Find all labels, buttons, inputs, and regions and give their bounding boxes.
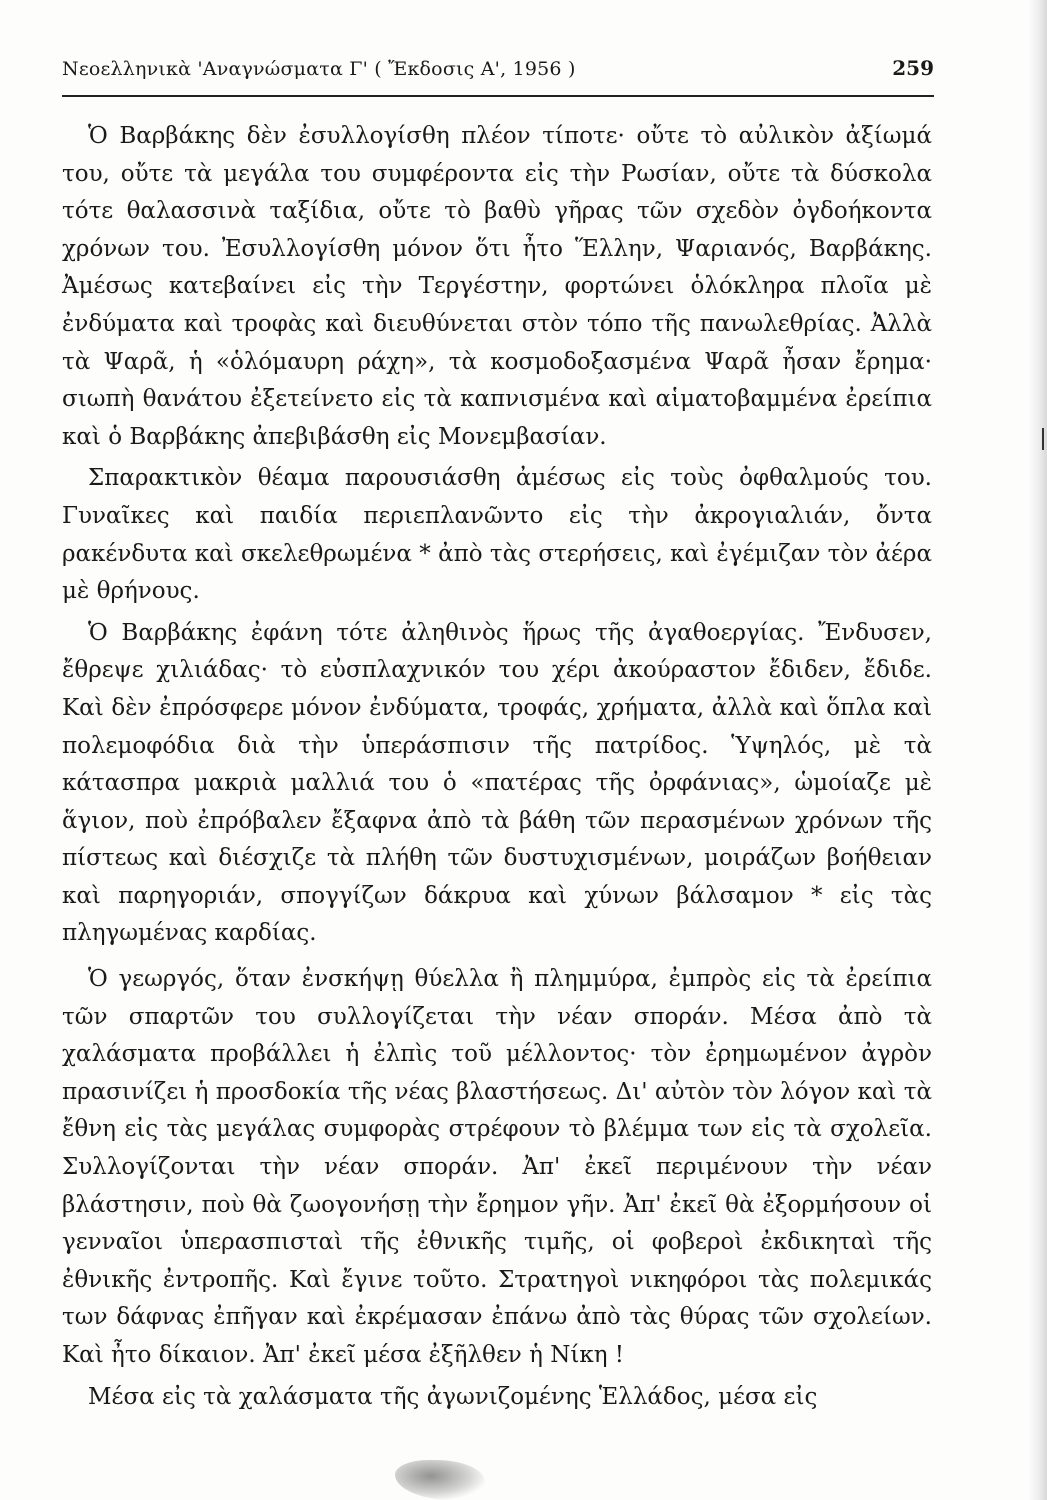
- page-scan-edge: [1027, 0, 1047, 1500]
- ink-smudge: [395, 1460, 485, 1500]
- page-number: 259: [892, 56, 934, 80]
- paragraph-4: Ὁ γεωργός, ὅταν ἐνσκήψῃ θύελλα ἢ πλημμύρα, ἐμπρὸς εἰς τὰ ἐρείπια τῶν σπαρτῶν του συλλογίζεται τὴν νέαν σποράν. Μέσα ἀπὸ τὰ χαλάσματα προβάλλει ἡ ἐλπὶς τοῦ μέλλοντος· τὸν ἐρημωμένον ἀγρὸν πρασινίζει ἡ προσδοκία τῆς νέας βλαστήσεως. Δι' αὐτὸν τὸν λόγον καὶ τὰ ἔθνη εἰς τὰς μεγάλας συμφορὰς στρέφουν τὸ βλέμμα των εἰς τὰ σχολεῖα. Συλλογίζονται τὴν νέαν σποράν. Ἀπ' ἐκεῖ περιμένουν τὴν νέαν βλάστησιν, ποὺ θὰ ζωογονήσῃ τὴν ἔρημον γῆν. Ἀπ' ἐκεῖ θὰ ἐξορμήσουν οἱ γενναῖοι ὑπερασπισταὶ τῆς ἐθνικῆς τιμῆς, οἱ φοβεροὶ ἐκδικηταὶ τῆς ἐθνικῆς ἐντροπῆς. Καὶ ἔγινε τοῦτο. Στρατηγοὶ νικηφόροι τὰς πολεμικάς των δάφνας ἐπῆγαν καὶ ἐκρέμασαν ἐπάνω ἀπὸ τὰς θύρας τῶν σχολείων. Καὶ ἦτο δίκαιον. Ἀπ' ἐκεῖ μέσα ἐξῆλθεν ἡ Νίκη !: [62, 966, 932, 1368]
- paragraph-1: Ὁ Βαρβάκης δὲν ἐσυλλογίσθη πλέον τίποτε· οὔτε τὸ αὐλικὸν ἀξίωμά του, οὔτε τὰ μεγάλα του συμφέροντα εἰς τὴν Ρωσίαν, οὔτε τὰ δύσκολα τότε θαλασσινὰ ταξίδια, οὔτε τὸ βαθὺ γῆρας τῶν σχεδὸν ὀγδοήκοντα χρόνων του. Ἐσυλλογίσθη μόνον ὅτι ἦτο Ἕλλην, Ψαριανός, Βαρβάκης. Ἀμέσως κατεβαίνει εἰς τὴν Τεργέστην, φορτώνει ὁλόκληρα πλοῖα μὲ ἐνδύματα καὶ τροφὰς καὶ διευθύνεται στὸν τόπο τῆς πανωλεθρίας. Ἀλλὰ τὰ Ψαρᾶ, ἡ «ὁλόμαυρη ράχη», τὰ κοσμοδοξασμένα Ψαρᾶ ἦσαν ἔρημα· σιωπὴ θανάτου ἐξετείνετο εἰς τὰ καπνισμένα καὶ αἱματοβαμμένα ἐρείπια καὶ ὁ Βαρβάκης ἀπεβιβάσθη εἰς Μονεμβασίαν.: [62, 123, 932, 450]
- header-divider: [62, 95, 934, 97]
- paragraph-2: Σπαρακτικὸν θέαμα παρουσιάσθη ἀμέσως εἰς τοὺς ὀφθαλμούς του. Γυναῖκες καὶ παιδία περιεπλανῶντο εἰς τὴν ἀκρογιαλιάν, ὄντα ρακένδυτα καὶ σκελεθρωμένα * ἀπὸ τὰς στερήσεις, καὶ ἐγέμιζαν τὸν ἀέρα μὲ θρήνους.: [62, 465, 932, 605]
- running-header: [62, 52, 934, 88]
- margin-mark: [1042, 428, 1044, 450]
- paragraph-3: Ὁ Βαρβάκης ἐφάνη τότε ἀληθινὸς ἥρως τῆς ἀγαθοεργίας. Ἔνδυσεν, ἔθρεψε χιλιάδας· τὸ εὐσπλαχνικόν του χέρι ἀκούραστον ἔδιδεν, ἔδιδε. Καὶ δὲν ἐπρόσφερε μόνον ἐνδύματα, τροφάς, χρήματα, ἀλλὰ καὶ ὅπλα καὶ πολεμοφόδια διὰ τὴν ὑπεράσπισιν τῆς πατρίδος. Ὑψηλός, μὲ τὰ κάτασπρα μακριὰ μαλλιά του ὁ «πατέρας τῆς ὀρφάνιας», ὡμοίαζε μὲ ἅγιον, ποὺ ἐπρόβαλεν ἔξαφνα ἀπὸ τὰ βάθη τῶν περασμένων χρόνων τῆς πίστεως καὶ διέσχιζε τὰ πλήθη τῶν δυστυχισμένων, μοιράζων βοήθειαν καὶ παρηγοριάν, σπογγίζων δάκρυα καὶ χύνων βάλσαμον * εἰς τὰς πληγωμένας καρδίας.: [62, 619, 932, 947]
- book-title-header: Νεοελληνικὰ 'Αναγνώσματα Γ' ( Ἔκδοσις Α', 1956 ): [62, 58, 576, 80]
- paragraph-5: Μέσα εἰς τὰ χαλάσματα τῆς ἀγωνιζομένης Ἑλλάδος, μέσα εἰς: [88, 1383, 818, 1410]
- body-text: [62, 118, 932, 1416]
